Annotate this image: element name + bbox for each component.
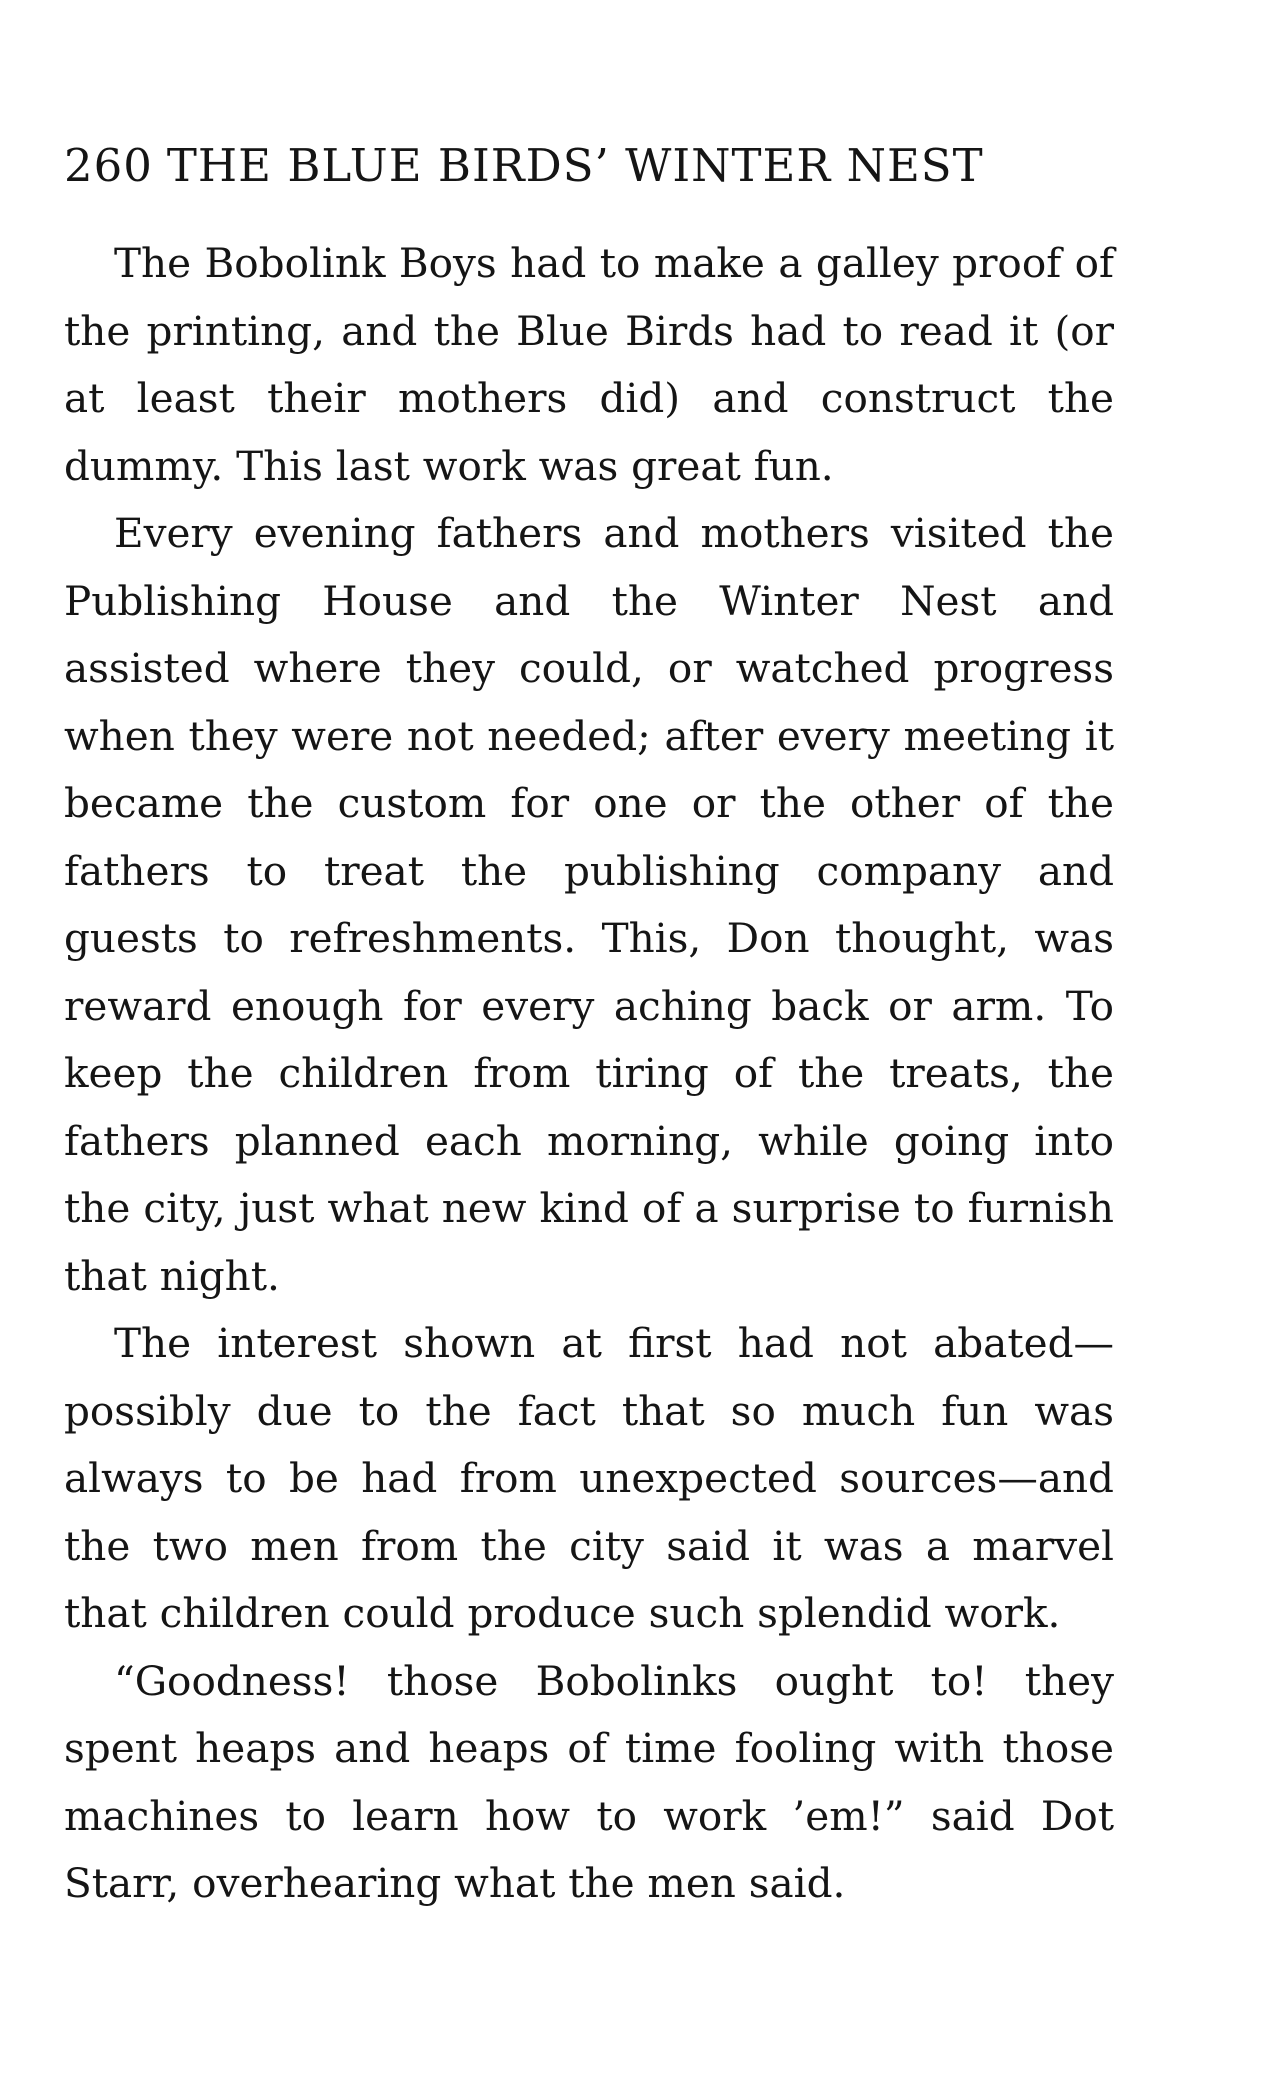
running-head	[64, 136, 1044, 196]
page-number: 260	[64, 139, 153, 192]
body-text	[64, 230, 1114, 1918]
paragraph: Every evening fathers and mothers visited the Publishing House and the Winter Nest and assisted where they could, or watched progress when they were not needed; after every meeting it became the custom for one or the other of the fathers to treat the publishing company and guests to refreshments. This, Don thought, was reward enough for every aching back or arm. To keep the children from tiring of the treats, the fathers planned each morning, while going into the city, just what new kind of a surprise to furnish that night.	[64, 509, 1114, 1300]
paragraph: The interest shown at first had not abated—possibly due to the fact that so much fun was always to be had from unexpected sources—and the two men from the city said it was a marvel that children could produce such splendid work.	[64, 1319, 1114, 1637]
running-title: THE BLUE BIRDS’ WINTER NEST	[166, 139, 984, 192]
paragraph: “Goodness! those Bobolinks ought to! they spent heaps and heaps of time fooling with those machines to learn how to work ’em!” said Dot Starr, overhearing what the men said.	[64, 1656, 1114, 1907]
paragraph: The Bobolink Boys had to make a galley proof of the printing, and the Blue Birds had to read it (or at least their mothers did) and construct the dummy. This last work was great fun.	[64, 239, 1114, 490]
